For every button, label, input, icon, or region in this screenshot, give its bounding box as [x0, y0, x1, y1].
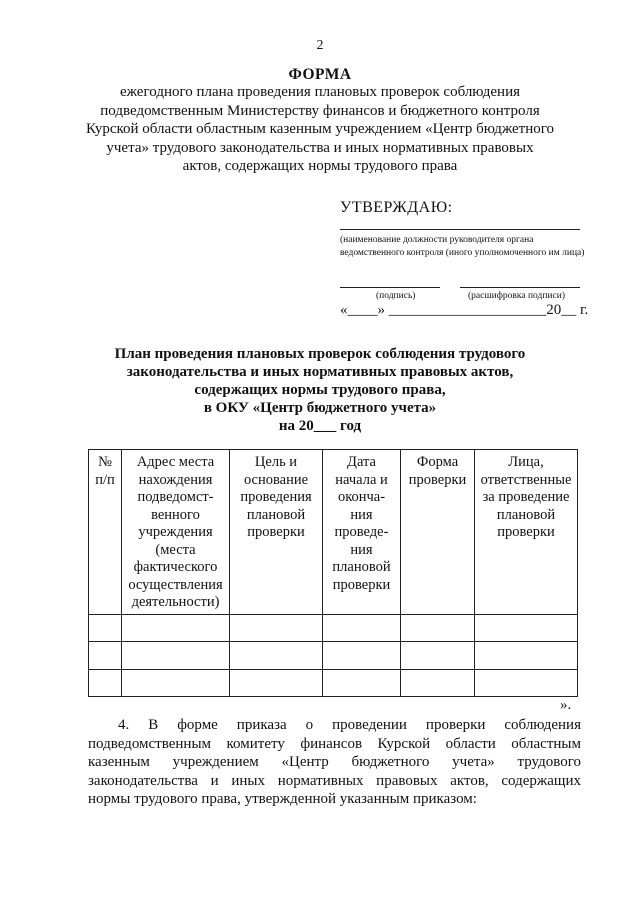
paragraph-line: нормы трудового права, утвержденной указанным приказом: [88, 791, 477, 807]
signature-decoding-line [460, 287, 580, 288]
column-header-line: подведомст- [137, 489, 214, 505]
form-subtitle-line: ежегодного плана проведения плановых проверок соблюдения [119, 84, 520, 100]
table-cell [323, 642, 401, 670]
column-header-line: (места [155, 541, 196, 558]
table-cell [89, 670, 122, 697]
table-cell [89, 615, 122, 642]
table-cell [230, 670, 323, 697]
table-cell [323, 670, 401, 697]
approval-date-line: «____» _____________________20__ г. [340, 302, 589, 318]
column-header-line: плановой [332, 559, 391, 575]
table-cell [230, 615, 323, 642]
approval-position-line [340, 229, 580, 230]
table-row [89, 615, 578, 642]
table-cell [122, 670, 230, 697]
column-header-line: проведе- [334, 524, 389, 540]
column-header-line: учреждения [138, 524, 213, 540]
paragraph-line: казенным учреждением «Центр бюджетного учета» трудового [88, 754, 581, 770]
form-title: ФОРМА [288, 66, 352, 83]
plan-title-line: План проведения плановых проверок соблюдения трудового [114, 346, 526, 362]
table-closing-quote: ». [560, 697, 572, 713]
table-cell [122, 642, 230, 670]
plan-title [60, 345, 580, 435]
column-header-form [401, 450, 475, 615]
column-header-line: проведения [240, 489, 312, 505]
paragraph-line: законодательства и иных нормативных правовых актов, содержащих [88, 772, 581, 789]
form-subtitle-line: Курской области областным казенным учреждением «Центр бюджетного [85, 121, 555, 137]
column-header-line: деятельности) [131, 594, 220, 610]
column-header-line: начала и [335, 471, 388, 488]
plan-title-line: законодательства и иных нормативных правовых актов, [126, 364, 514, 380]
column-header-line: фактического [133, 559, 218, 575]
table-cell [122, 615, 230, 642]
column-header-line: проверки [408, 471, 467, 488]
column-header-line: плановой [496, 506, 556, 523]
table-cell [475, 670, 578, 697]
column-header-line: проверки [332, 576, 391, 593]
column-header-purpose [230, 450, 323, 615]
column-header-line: проверки [497, 524, 555, 540]
form-subtitle [60, 83, 580, 176]
approval-position-note: (наименование должности руководителя органа ведомственного контроля (иного уполномоченного им лица) [340, 235, 585, 258]
plan-title-line: в ОКУ «Центр бюджетного учета» [203, 400, 437, 416]
paragraph-4 [88, 716, 581, 809]
approval-heading: УТВЕРЖДАЮ: [340, 199, 453, 216]
column-header-line: ния [350, 541, 373, 558]
signature-label: (подпись) [376, 291, 416, 301]
column-header-line: основание [243, 471, 309, 488]
signature-decoding-label: (расшифровка подписи) [468, 291, 565, 301]
table-cell [323, 615, 401, 642]
paragraph-line: 4. В форме приказа о проведении проверки соблюдения [118, 717, 581, 733]
column-header-line: № [98, 454, 112, 470]
paragraph-line: подведомственным комитету финансов Курской области областным [88, 735, 581, 752]
column-header-dates [323, 450, 401, 615]
table-row [89, 670, 578, 697]
plan-title-line: на 20___ год [278, 418, 362, 434]
column-header-responsible [475, 450, 578, 615]
table-cell [475, 642, 578, 670]
plan-table [88, 449, 578, 697]
column-header-line: проверки [247, 524, 305, 540]
column-header-line: плановой [246, 506, 306, 523]
column-header-number [89, 450, 122, 615]
column-header-line: ния [350, 506, 373, 523]
page-number: 2 [316, 38, 324, 53]
table-cell [401, 642, 475, 670]
table-cell [401, 670, 475, 697]
table-cell [475, 615, 578, 642]
column-header-line: нахождения [138, 471, 213, 488]
table-cell [89, 642, 122, 670]
column-header-line: венного [151, 506, 200, 523]
column-header-line: за проведение [482, 489, 570, 505]
table-cell [401, 615, 475, 642]
column-header-line: осуществления [128, 576, 223, 593]
column-header-line: п/п [95, 471, 115, 488]
column-header-line: ответственные [480, 471, 572, 488]
column-header-line: Лица, [508, 454, 544, 470]
column-header-line: оконча- [337, 489, 386, 505]
column-header-line: Цель и [254, 454, 298, 470]
form-subtitle-line: актов, содержащих нормы трудового права [182, 158, 458, 174]
plan-title-line: содержащих нормы трудового права, [194, 382, 446, 398]
table-row [89, 642, 578, 670]
column-header-line: Адрес места [136, 454, 215, 470]
column-header-line: Дата [347, 454, 376, 470]
signature-line [340, 287, 440, 288]
form-subtitle-line: учета» трудового законодательства и иных нормативных правовых [106, 139, 534, 156]
column-header-address [122, 450, 230, 615]
form-subtitle-line: подведомственным Министерству финансов и бюджетного контроля [100, 102, 540, 119]
table-cell [230, 642, 323, 670]
column-header-line: Форма [416, 454, 459, 470]
